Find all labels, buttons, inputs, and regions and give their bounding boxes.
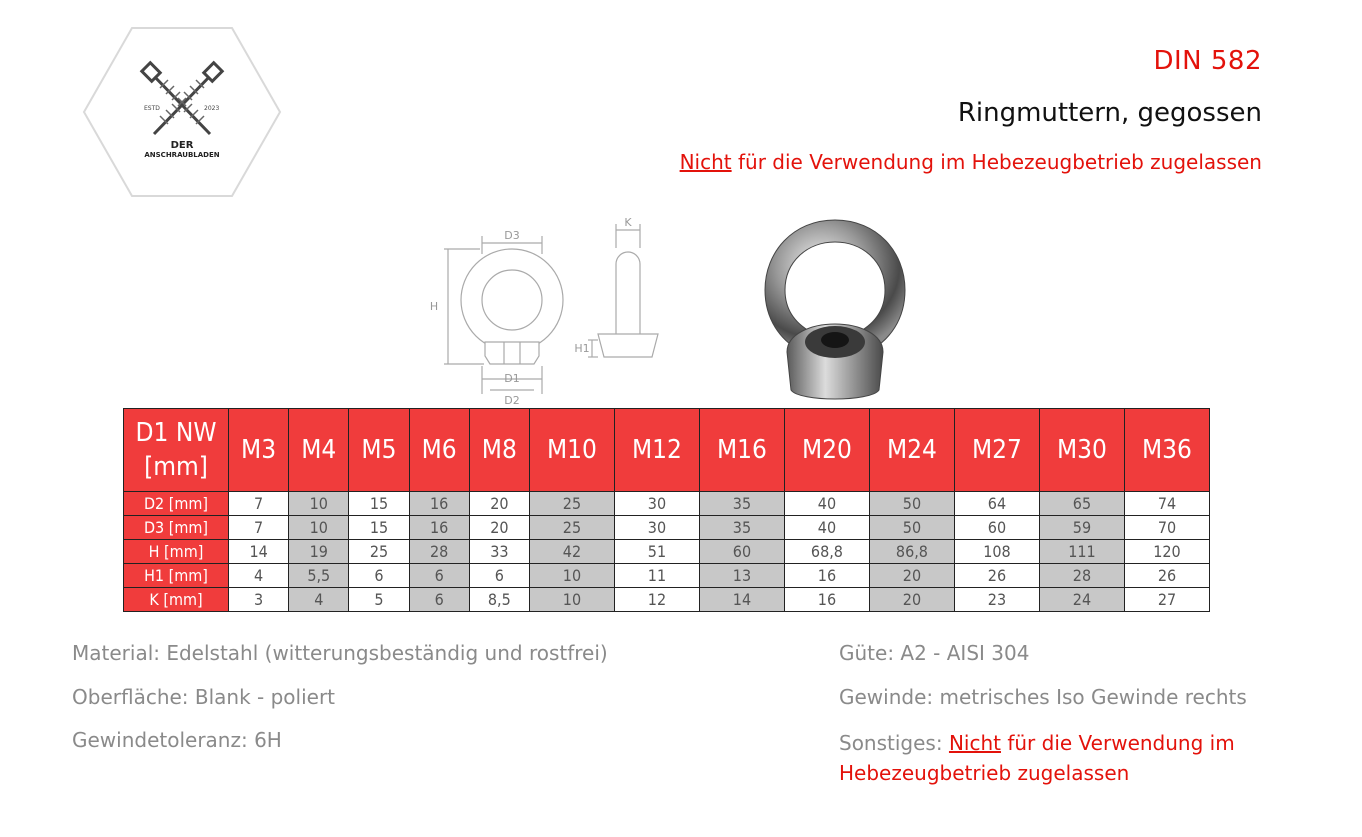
label-d2: D2 [504,394,520,406]
table-cell: 25 [529,516,614,540]
label-d1: D1 [504,372,520,385]
table-cell: 20 [869,588,954,612]
table-cell: 27 [1124,588,1209,612]
size-header: M3 [229,409,289,492]
table-cell: 7 [229,516,289,540]
table-cell: 12 [614,588,699,612]
table-row [124,516,1210,540]
row-label: H1 [mm] [124,564,229,588]
table-cell: 120 [1124,540,1209,564]
table-cell: 26 [954,564,1039,588]
table-cell: 35 [699,492,784,516]
row-label: K [mm] [124,588,229,612]
other-warning-text-1: für die Verwendung im [1000,731,1235,755]
table-cell: 8,5 [469,588,529,612]
table-cell: 10 [289,492,349,516]
table-cell: 40 [784,492,869,516]
table-cell: 30 [614,516,699,540]
table-cell: 65 [1039,492,1124,516]
material-info: Material: Edelstahl (witterungsbeständig und rostfrei) [72,641,608,665]
table-cell: 70 [1124,516,1209,540]
table-cell: 6 [469,564,529,588]
size-header: M8 [469,409,529,492]
label-h1: H1 [574,342,590,355]
table-cell: 19 [289,540,349,564]
table-cell: 51 [614,540,699,564]
table-cell: 15 [349,492,409,516]
table-cell: 50 [869,492,954,516]
table-cell: 10 [529,588,614,612]
table-cell: 20 [469,516,529,540]
warning-emphasis: Nicht [679,150,732,174]
size-header: M5 [349,409,409,492]
size-header: M4 [289,409,349,492]
table-cell: 15 [349,516,409,540]
tolerance-info: Gewindetoleranz: 6H [72,728,282,752]
table-cell: 68,8 [784,540,869,564]
table-cell: 16 [409,492,469,516]
table-cell: 64 [954,492,1039,516]
table-cell: 6 [409,564,469,588]
table-cell: 4 [229,564,289,588]
table-cell: 50 [869,516,954,540]
corner-line-1: D1 NW [135,418,217,448]
size-header: M16 [699,409,784,492]
table-cell: 6 [349,564,409,588]
row-label: D3 [mm] [124,516,229,540]
table-cell: 35 [699,516,784,540]
spec-table [123,408,1210,612]
logo-estd: ESTD [144,105,160,112]
label-d3: D3 [504,229,520,242]
table-cell: 60 [954,516,1039,540]
table-row [124,564,1210,588]
table-cell: 24 [1039,588,1124,612]
table-cell: 11 [614,564,699,588]
table-cell: 40 [784,516,869,540]
table-row [124,588,1210,612]
eye-nut-photo [755,212,915,408]
size-header: M24 [869,409,954,492]
table-cell: 10 [529,564,614,588]
table-cell: 16 [784,588,869,612]
table-cell: 28 [1039,564,1124,588]
other-warning-text-2: Hebezeugbetrieb zugelassen [839,761,1130,785]
row-label: H [mm] [124,540,229,564]
logo-text-anschraubladen: ANSCHRAUBLADEN [144,151,220,159]
corner-line-2: [mm] [144,452,208,482]
table-row [124,540,1210,564]
size-header: M20 [784,409,869,492]
table-cell: 25 [529,492,614,516]
table-cell: 16 [784,564,869,588]
table-row [124,492,1210,516]
table-cell: 23 [954,588,1039,612]
size-header: M27 [954,409,1039,492]
grade-info: Güte: A2 - AISI 304 [839,641,1030,665]
header-warning [680,150,1262,174]
thread-info: Gewinde: metrisches Iso Gewinde rechts [839,685,1247,709]
table-cell: 33 [469,540,529,564]
other-info [839,728,1235,788]
label-h: H [429,300,439,313]
table-cell: 14 [229,540,289,564]
table-cell: 5 [349,588,409,612]
size-header: M30 [1039,409,1124,492]
table-header-row [124,409,1210,492]
table-cell: 13 [699,564,784,588]
table-cell: 20 [869,564,954,588]
table-cell: 74 [1124,492,1209,516]
table-cell: 4 [289,588,349,612]
table-cell: 25 [349,540,409,564]
table-cell: 42 [529,540,614,564]
warning-text: für die Verwendung im Hebezeugbetrieb zugelassen [731,150,1262,174]
table-cell: 26 [1124,564,1209,588]
table-cell: 10 [289,516,349,540]
size-header: M10 [529,409,614,492]
page-subtitle: Ringmuttern, gegossen [957,98,1262,128]
table-cell: 6 [409,588,469,612]
table-cell: 3 [229,588,289,612]
table-cell: 86,8 [869,540,954,564]
surface-info: Oberfläche: Blank - poliert [72,685,336,709]
other-warning-emphasis: Nicht [948,731,1001,755]
table-cell: 5,5 [289,564,349,588]
table-cell: 59 [1039,516,1124,540]
table-cell: 28 [409,540,469,564]
table-cell: 16 [409,516,469,540]
table-cell: 111 [1039,540,1124,564]
table-corner-header [124,409,229,492]
table-cell: 7 [229,492,289,516]
table-cell: 14 [699,588,784,612]
size-header: M36 [1124,409,1209,492]
label-k: K [624,216,632,229]
table-cell: 60 [699,540,784,564]
logo-text-der: DER [170,140,194,151]
table-cell: 30 [614,492,699,516]
brand-logo [82,26,282,198]
row-label: D2 [mm] [124,492,229,516]
page-title: DIN 582 [1153,46,1262,76]
size-header: M6 [409,409,469,492]
technical-drawing [420,214,670,406]
table-cell: 20 [469,492,529,516]
table-cell: 108 [954,540,1039,564]
logo-year: 2023 [204,105,220,112]
other-prefix: Sonstiges: [839,731,949,755]
size-header: M12 [614,409,699,492]
